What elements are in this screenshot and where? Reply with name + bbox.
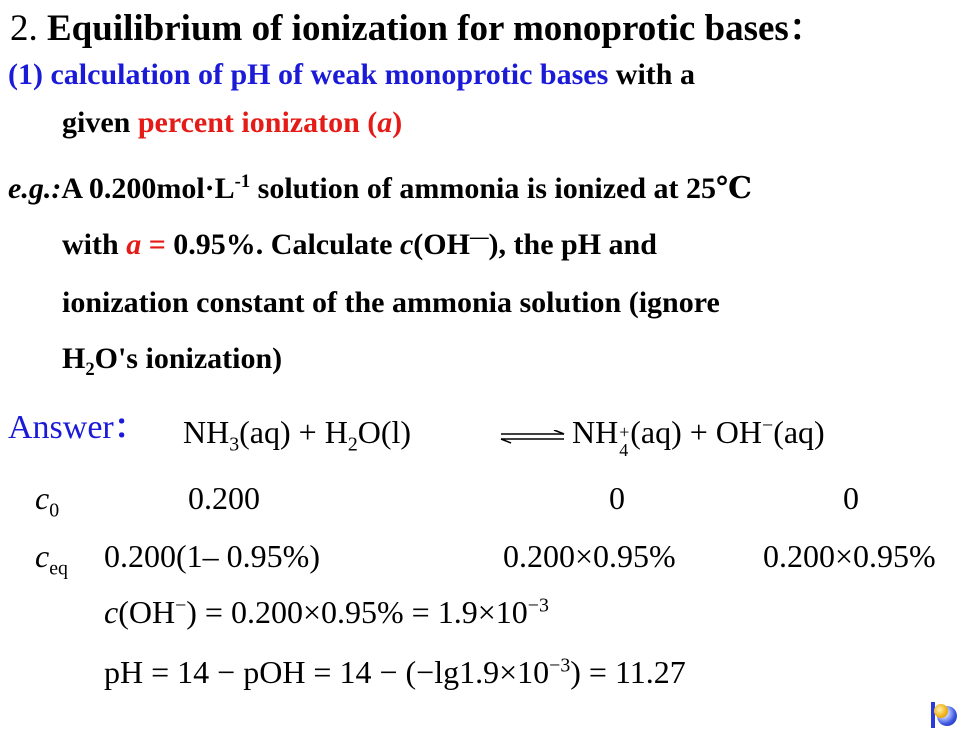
subheading-blue-text: calculation of pH of weak monoprotic bases (50, 58, 609, 91)
c0-value-nh4: 0 (609, 480, 625, 516)
subheading-close-paren: ) (392, 106, 403, 139)
example-l2-a: with (62, 228, 127, 261)
eq-oh-sup: − (762, 414, 774, 437)
ceq-value-nh4: 0.200×0.95% (503, 538, 676, 574)
answer-label: Answer (8, 409, 114, 446)
example-l4-b: O's ionization) (94, 342, 283, 375)
example-equals: = (141, 228, 174, 261)
c-oh-b: ) = 0.200×0.95% = 1.9×10 (186, 594, 528, 630)
ceq-label-c: c (35, 538, 50, 574)
example-c: c (399, 228, 414, 261)
answer-label-row (8, 411, 148, 445)
eq-aq3: (aq) (773, 414, 825, 450)
ph-exp: −3 (549, 654, 571, 677)
c0-label-sub: 0 (49, 499, 60, 522)
example-line-3 (62, 288, 720, 318)
nav-ball-highlight (934, 704, 948, 718)
example-l2-sup: — (469, 227, 489, 248)
example-line-1 (8, 171, 752, 205)
c0-value-oh: 0 (843, 480, 859, 516)
c-oh-line (104, 596, 549, 628)
eq-aq2: (aq) + OH (630, 414, 762, 450)
example-l2-b: 0.95%. Calculate (173, 228, 400, 261)
c-oh-exp: −3 (527, 594, 549, 617)
subheading-number: (1) (8, 58, 43, 91)
eq-nh4-sub: 4 (619, 440, 629, 460)
example-line-2 (62, 227, 657, 261)
eq-aq1: (aq) + (239, 414, 317, 450)
example-l2-e: ), the pH and (488, 228, 657, 261)
title-text: Equilibrium of ionization for monoprotic bases： (47, 8, 826, 49)
eq-nh3-sub: 3 (229, 433, 240, 456)
equilibrium-arrow-icon (498, 430, 568, 444)
subheading-line-1 (8, 60, 695, 90)
title-number: 2. (10, 8, 38, 49)
eq-nh3: NH (183, 414, 230, 450)
ph-a: pH = 14 − pOH = 14 − (−lg1.9×10 (104, 654, 550, 690)
c0-label (35, 480, 60, 522)
eq-nh4: NH (572, 414, 619, 450)
c-oh-a: (OH (118, 594, 176, 630)
eq-nh4-sup: + (619, 422, 630, 442)
c-oh-c: c (104, 594, 119, 630)
example-alpha: a (126, 228, 142, 261)
ph-b: ) = 11.27 (570, 654, 686, 690)
example-l2-d: (OH (413, 228, 470, 261)
eq-h2o-h: H (324, 414, 348, 450)
c-oh-sup: − (175, 594, 187, 617)
c0-value-nh3: 0.200 (188, 480, 260, 516)
subheading-line-2 (62, 108, 402, 138)
subheading-tail: with a (608, 58, 695, 91)
example-eg: e.g.: (8, 172, 62, 205)
example-l1-a: A 0.200mol·L (61, 172, 235, 205)
c0-label-c: c (35, 480, 50, 516)
slide-title (10, 10, 826, 47)
eq-h2o-sub: 2 (347, 433, 358, 456)
example-l4-a: H (62, 342, 86, 375)
example-l1-b: solution of ammonia is ionized at 25℃ (250, 172, 752, 205)
subheading-alpha: a (377, 106, 393, 139)
reaction-equation (183, 414, 412, 456)
subheading-given: given (62, 106, 138, 139)
ph-line (104, 656, 686, 688)
ceq-value-nh3: 0.200(1– 0.95%) (104, 538, 320, 574)
example-l4-sub: 2 (85, 359, 95, 380)
subheading-percent-ionization: percent ionizaton ( (137, 106, 378, 139)
answer-colon: ： (113, 409, 148, 446)
eq-h2o-rest: O(l) (357, 414, 412, 450)
ceq-value-oh: 0.200×0.95% (763, 538, 936, 574)
example-line-4 (62, 342, 283, 380)
ceq-label (35, 538, 68, 580)
ceq-label-sub: eq (49, 557, 68, 580)
example-l1-sup: -1 (234, 171, 251, 192)
reaction-products (572, 414, 825, 460)
example-l3: ionization constant of the ammonia solution (ignore (62, 286, 720, 319)
